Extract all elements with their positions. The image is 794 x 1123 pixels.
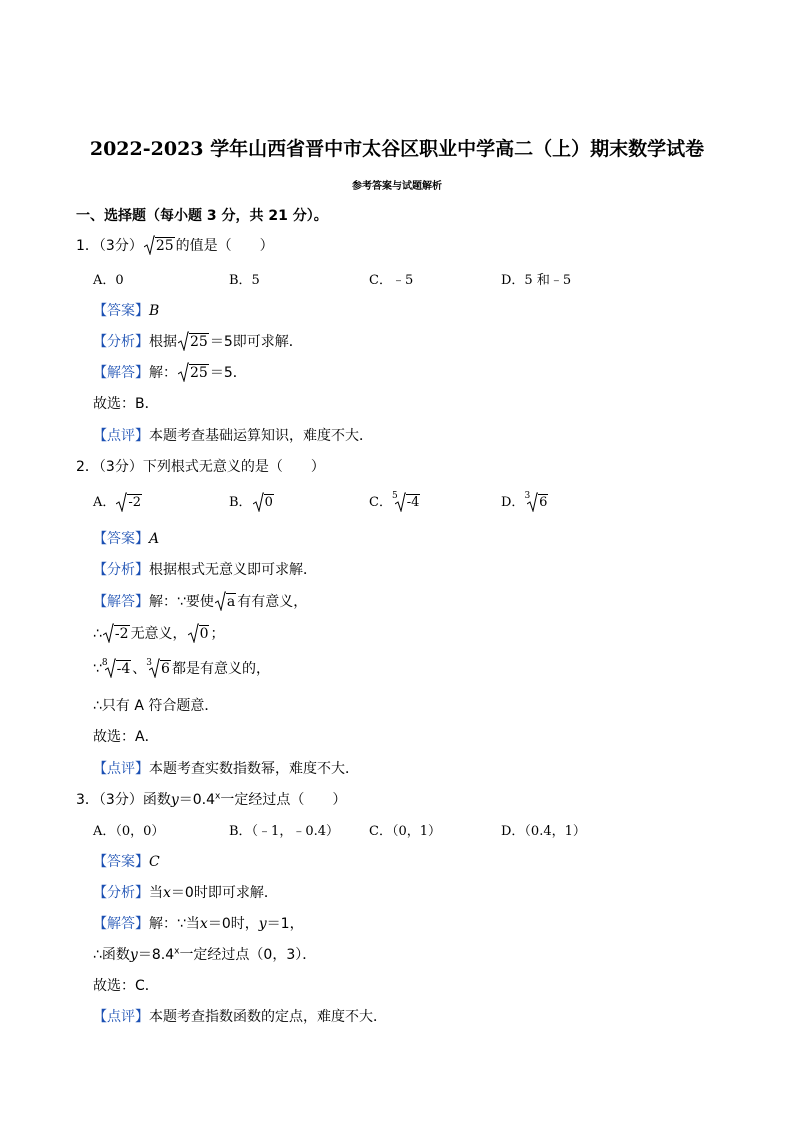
q1-answer: 【答案】B xyxy=(93,303,160,319)
q2-option-c: C．$^5$ -4 xyxy=(369,491,420,510)
sqrt-25-radical: 25 xyxy=(144,237,175,254)
q2-stem: 2．（3分）下列根式无意义的是（ ） xyxy=(76,459,325,475)
q3-comment: 【点评】本题考查指数函数的定点，难度不大． xyxy=(93,1009,387,1025)
q3-option-b: B．（﹣1，﹣0.4） xyxy=(229,824,339,839)
exam-subtitle: 参考答案与试题解析 xyxy=(352,181,442,192)
q1-choose: 故选：B． xyxy=(93,396,159,412)
q3-option-d: D．（0.4，1） xyxy=(501,824,586,839)
q3-option-a: A．（0，0） xyxy=(93,824,165,839)
q1-analysis: 【分析】根据 25 ＝5即可求解． xyxy=(93,334,303,350)
q1-option-a: A．0 xyxy=(93,273,124,288)
q2-solution-line1: 【解答】解：∵要使 a 有有意义， xyxy=(93,594,308,610)
q2-comment: 【点评】本题考查实数指数幂，难度不大． xyxy=(93,761,359,777)
q3-solution-line1: 【解答】解：∵当x＝0时，y＝1， xyxy=(93,916,304,932)
q3-stem: 3．（3分）函数$y=0.4^x$一定经过点（ ） xyxy=(76,791,347,808)
q2-option-d: D．$^3$ 6 xyxy=(501,491,548,510)
q3-analysis: 【分析】当x＝0时即可求解． xyxy=(93,885,278,901)
q2-solution-line4: ∴只有 A 符合题意． xyxy=(93,698,219,714)
exam-title: 2022-2023 学年山西省晋中市太谷区职业中学高二（上）期末数学试卷 xyxy=(89,138,705,160)
q2-solution-line2: ∴ -2 无意义， 0 ； xyxy=(93,626,225,642)
q1-solution: 【解答】解： 25 ＝5． xyxy=(93,365,247,381)
q1-stem: 1．（3分） 25 的值是（ ） xyxy=(76,238,274,254)
q2-option-a: A． -2 xyxy=(93,495,142,510)
q1-option-d: D．5 和﹣5 xyxy=(501,273,572,288)
q2-choose: 故选：A． xyxy=(93,729,159,745)
q2-solution-line3: ∵$^8$ -4 、$^3$ 6 都是有意义的， xyxy=(93,658,270,677)
q2-answer: 【答案】A xyxy=(93,531,160,547)
q3-option-c: C．（0，1） xyxy=(369,824,441,839)
q1-option-c: C．﹣5 xyxy=(369,273,414,288)
q1-comment: 【点评】本题考查基础运算知识，难度不大． xyxy=(93,428,373,444)
q2-analysis: 【分析】根据根式无意义即可求解． xyxy=(93,562,317,578)
q3-solution-line2: ∴函数$y=8.4^x$一定经过点（0，3）． xyxy=(93,946,317,963)
q3-answer: 【答案】C xyxy=(93,854,160,870)
q3-choose: 故选：C． xyxy=(93,978,159,994)
q1-option-b: B．5 xyxy=(229,273,260,288)
q2-option-b: B． 0 xyxy=(229,495,273,510)
section-heading: 一、选择题（每小题 3 分，共 21 分）。 xyxy=(76,208,328,224)
